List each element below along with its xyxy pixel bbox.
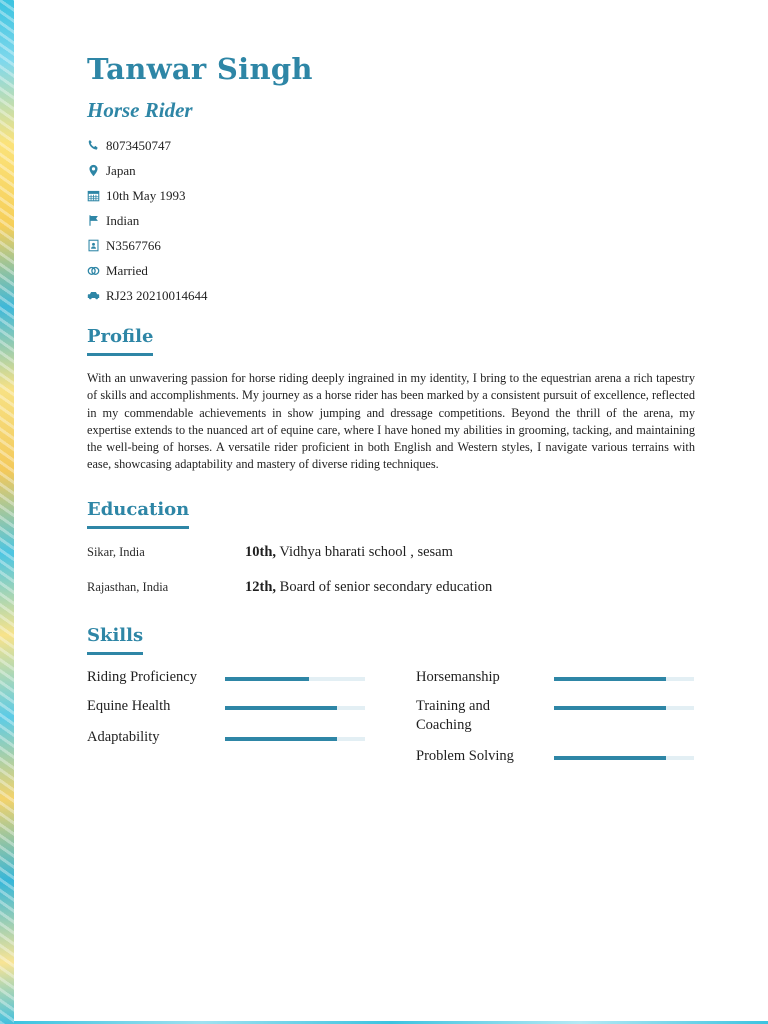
contact-driving-license [87,283,207,308]
phone-icon [87,139,100,152]
skill-item [416,747,694,766]
education-detail [245,579,492,596]
skill-level-bar [225,737,365,741]
skill-level-fill [554,756,666,760]
id-card-icon [87,239,100,252]
contact-birthdate [87,183,207,208]
skill-name: Horsemanship [416,669,500,685]
skill-item [416,697,694,735]
location-text: Japan [106,162,136,178]
education-item [87,540,695,564]
skill-level-fill [225,706,337,710]
car-icon [87,289,100,302]
skill-level-bar [225,706,365,710]
contact-location [87,158,207,183]
skill-item [416,668,694,687]
contact-passport [87,233,207,258]
skill-item [87,728,365,747]
job-title: Horse Rider [87,98,193,122]
contact-marital-status [87,258,207,283]
education-institution: Vidhya bharati school , sesam [279,543,453,560]
education-degree: 12th, [245,578,277,595]
rings-icon [87,264,100,277]
profile-heading: Profile [87,326,153,356]
skill-name: Adaptability [87,729,160,745]
education-item [87,575,695,599]
education-detail [245,544,453,561]
birthdate-text: 10th May 1993 [106,187,186,203]
skills-heading: Skills [87,625,143,655]
education-heading: Education [87,499,189,529]
skill-level-fill [225,677,309,681]
skill-name: Riding Proficiency [87,669,197,685]
calendar-icon [87,189,100,202]
skill-name: Problem Solving [416,748,514,764]
passport-text: N3567766 [106,237,161,253]
skill-item [87,697,365,716]
contact-list [87,133,207,308]
marital-status-text: Married [106,262,148,278]
education-degree: 10th, [245,543,277,560]
education-institution: Board of senior secondary education [279,578,493,595]
contact-nationality [87,208,207,233]
location-pin-icon [87,164,100,177]
skill-level-bar [554,677,694,681]
profile-summary: With an unwavering passion for horse riding deeply ingrained in my identity, I bring to the equestrian arena a rich tapestry of skills and accomplishments. My journey as a horse rider has been marked by a consistent pursuit of excellence, reflected in my commendable achievements in show jumping and dressage competitions. Beyond the thrill of the arena, my expertise extends to the nuanced art of equine care, where I have honed my abilities in grooming, tacking, and maintaining the well-being of horses. A versatile rider proficient in both English and Western styles, I navigate various terrains with ease, showcasing adaptability and mastery of diverse riding techniques. [87,371,695,472]
education-location: Rajasthan, India [87,579,169,594]
skill-name: Equine Health [87,698,171,714]
phone-number: 8073450747 [106,137,171,153]
education-location: Sikar, India [87,544,145,559]
skill-level-bar [225,677,365,681]
skill-level-fill [225,737,337,741]
nationality-text: Indian [106,212,140,228]
skill-level-fill [554,706,666,710]
skill-item [87,668,365,687]
candidate-name: Tanwar Singh [87,52,313,86]
skill-level-bar [554,756,694,760]
skill-level-fill [554,677,666,681]
flag-icon [87,214,100,227]
skill-level-bar [554,706,694,710]
skill-name: Training and Coaching [416,698,490,733]
contact-phone [87,133,207,158]
marble-border-decoration [0,0,14,1024]
license-text: RJ23 20210014644 [106,287,208,303]
